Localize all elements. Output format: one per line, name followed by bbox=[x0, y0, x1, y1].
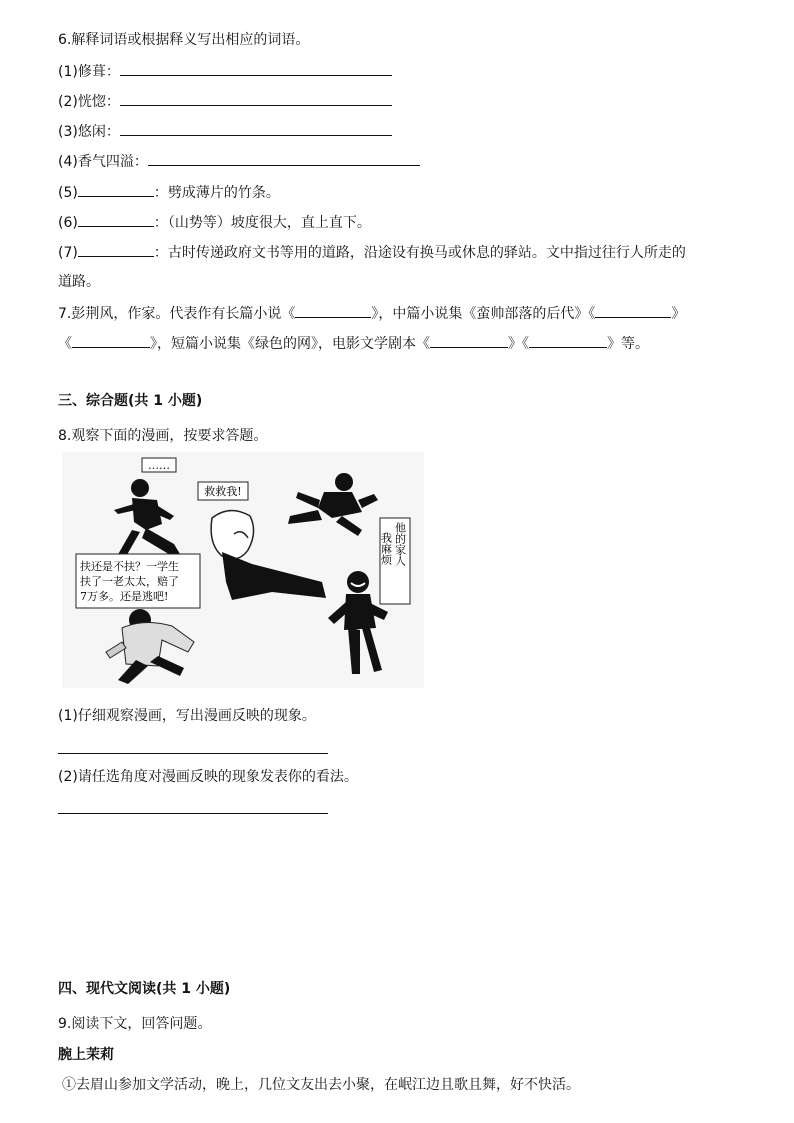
q6-item-7-cont: 道路。 bbox=[58, 274, 100, 290]
q7-text: 》，短篇小说集《绿色的网》，电影文学剧本《 bbox=[150, 336, 430, 352]
speech-bubble-help bbox=[198, 482, 248, 500]
laughing-man-figure bbox=[328, 571, 388, 674]
q6-item-2 bbox=[58, 91, 392, 112]
q7-line-1 bbox=[58, 303, 685, 324]
item-label: (2)恍惚： bbox=[58, 94, 120, 110]
answer-line[interactable] bbox=[58, 813, 328, 814]
fallen-old-lady-figure bbox=[211, 510, 326, 600]
cartoon-image bbox=[62, 452, 424, 688]
q6-item-1 bbox=[58, 61, 392, 82]
section-heading: 四、现代文阅读(共 1 小题) bbox=[58, 981, 231, 997]
q7-text: 》，中篇小说集《蛮帅部落的后代》《 bbox=[371, 306, 596, 322]
item-prefix: (5) bbox=[58, 185, 78, 201]
item-text: ：古时传递政府文书等用的道路，沿途设有换马或休息的驿站。文中指过往行人所走的 bbox=[153, 245, 686, 261]
answer-blank[interactable] bbox=[120, 121, 392, 136]
q8-title: 8.观察下面的漫画，按要求答题。 bbox=[58, 428, 268, 444]
q6-title: 6.解释词语或根据释义写出相应的词语。 bbox=[58, 32, 310, 48]
q6-item-6 bbox=[58, 212, 371, 233]
bubble-text: 我麻烦 bbox=[379, 532, 393, 565]
answer-blank[interactable] bbox=[295, 303, 371, 318]
q7-text: 7.彭荆风，作家。代表作有长篇小说《 bbox=[58, 306, 296, 322]
q8-sub-2: (2)请任选角度对漫画反映的现象发表你的看法。 bbox=[58, 769, 358, 785]
q6-item-7 bbox=[58, 242, 686, 263]
answer-blank[interactable] bbox=[120, 61, 392, 76]
bubble-text: 7万多。还是逃吧! bbox=[80, 590, 169, 603]
article-paragraph: ①去眉山参加文学活动，晚上，几位文友出去小聚，在岷江边且歌且舞，好不快活。 bbox=[62, 1077, 580, 1093]
bubble-text: 扶了一老太太，赔了 bbox=[80, 575, 179, 588]
q6-item-4 bbox=[58, 151, 420, 172]
speech-bubble-vertical bbox=[380, 518, 411, 604]
answer-line[interactable] bbox=[58, 753, 328, 754]
answer-blank[interactable] bbox=[120, 91, 392, 106]
speech-bubble-left bbox=[76, 554, 200, 608]
item-label: (4)香气四溢： bbox=[58, 154, 148, 170]
section-heading: 三、综合题(共 1 小题) bbox=[58, 393, 203, 409]
q7-text: 》《 bbox=[508, 336, 529, 352]
q9-title: 9.阅读下文，回答问题。 bbox=[58, 1016, 212, 1032]
fleeing-man-figure bbox=[106, 609, 194, 684]
item-prefix: (6) bbox=[58, 215, 78, 231]
q7-text: 》等。 bbox=[607, 336, 649, 352]
q6-item-3 bbox=[58, 121, 392, 142]
item-label: (1)修葺： bbox=[58, 64, 120, 80]
item-text: ：（山势等）坡度很大，直上直下。 bbox=[153, 215, 371, 231]
q7-text: 》 bbox=[671, 306, 686, 322]
bubble-text: 扶还是不扶？一学生 bbox=[80, 560, 179, 573]
answer-blank[interactable] bbox=[595, 303, 671, 318]
answer-blank[interactable] bbox=[78, 212, 154, 227]
item-label: (3)悠闲： bbox=[58, 124, 120, 140]
speech-bubble-dots bbox=[142, 458, 176, 472]
answer-blank[interactable] bbox=[78, 182, 154, 197]
item-prefix: (7) bbox=[58, 245, 78, 261]
answer-blank[interactable] bbox=[529, 333, 607, 348]
bubble-text: …… bbox=[148, 459, 170, 472]
bubble-text: 救救我! bbox=[204, 485, 242, 498]
running-man-figure bbox=[114, 479, 180, 560]
q6-item-5 bbox=[58, 182, 280, 203]
bubble-text: 他的家人 bbox=[393, 522, 407, 566]
answer-blank[interactable] bbox=[430, 333, 508, 348]
jumping-man-figure bbox=[288, 473, 378, 536]
answer-blank[interactable] bbox=[148, 151, 420, 166]
q7-line-2 bbox=[58, 333, 649, 354]
article-title: 腕上茉莉 bbox=[58, 1047, 114, 1063]
answer-blank[interactable] bbox=[78, 242, 154, 257]
answer-blank[interactable] bbox=[72, 333, 150, 348]
q7-text: 《 bbox=[58, 336, 72, 352]
item-text: ：劈成薄片的竹条。 bbox=[153, 185, 280, 201]
q8-sub-1: (1)仔细观察漫画，写出漫画反映的现象。 bbox=[58, 708, 316, 724]
